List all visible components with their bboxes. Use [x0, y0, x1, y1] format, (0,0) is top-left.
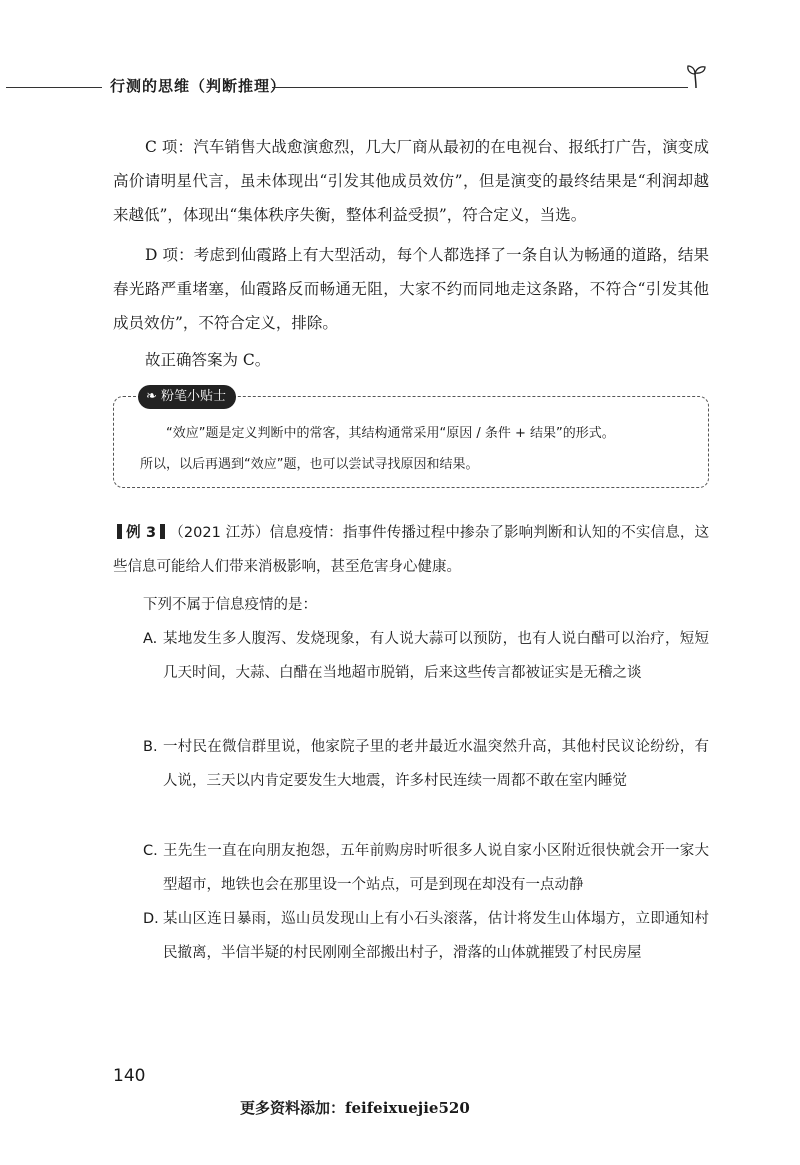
example-source: （2021 江苏）: [169, 525, 270, 541]
question-text: 下列不属于信息疫情的是：: [143, 597, 317, 613]
watermark-text: 更多资料添加：feifeixuejie520: [240, 1099, 470, 1117]
question-line: [113, 588, 709, 622]
answer-text: 故正确答案为 C。: [145, 351, 271, 369]
example-definition-text: 信息疫情：指事件传播过程中掺杂了影响判断和认知的不实信息，这些信息可能给人们带来消极影响，甚至危害身心健康。: [113, 525, 710, 575]
bar-left-icon: [117, 524, 122, 539]
example-label: 例 3: [126, 525, 157, 541]
page-header: [0, 70, 800, 100]
analysis-option-c: [113, 130, 709, 232]
page-number: 140: [113, 1066, 146, 1086]
header-rule-right: [272, 87, 688, 88]
option-b: [143, 730, 709, 798]
sprout-icon: [682, 62, 710, 90]
analysis-option-d-text: D 项：考虑到仙霞路上有大型活动，每个人都选择了一条自认为畅通的道路，结果春光路严重堵塞，仙霞路反而畅通无阻，大家不约而同地走这条路，不符合“引发其他成员效仿”，不符合定义，排除。: [113, 246, 709, 332]
tip-line-1: “效应”题是定义判断中的常客，其结构通常采用“原因 / 条件 + 结果”的形式。: [166, 426, 615, 441]
option-c-text: 王先生一直在向朋友抱怨，五年前购房时听很多人说自家小区附近很快就会开一家大型超市，地铁也会在那里设一个站点，可是到现在却没有一点动静: [163, 843, 709, 893]
tip-line-2: 所以，以后再遇到“效应”题，也可以尝试寻找原因和结果。: [140, 457, 479, 472]
sprout-small-icon: ❧: [146, 389, 157, 404]
option-d-text: 某山区连日暴雨，巡山员发现山上有小石头滚落，估计将发生山体塌方，立即通知村民撤离，半信半疑的村民刚刚全部搬出村子，滑落的山体就摧毁了村民房屋: [163, 911, 709, 961]
option-c-letter: C.: [143, 843, 158, 859]
option-d-letter: D.: [143, 911, 159, 927]
answer-line: [113, 343, 709, 377]
bar-right-icon: [160, 524, 165, 539]
tip-label: 粉笔小贴士: [161, 389, 227, 404]
option-b-text: 一村民在微信群里说，他家院子里的老井最近水温突然升高，其他村民议论纷纷，有人说，三天以内肯定要发生大地震，许多村民连续一周都不敢在室内睡觉: [163, 739, 709, 789]
option-b-letter: B.: [143, 739, 158, 755]
analysis-option-c-text: C 项：汽车销售大战愈演愈烈，几大厂商从最初的在电视台、报纸打广告，演变成高价请明星代言，虽未体现出“引发其他成员效仿”，但是演变的最终结果是“利润却越来越低”，体现出“集体秩序失衡，整体利益受损”，符合定义，当选。: [113, 138, 709, 224]
header-title: 行测的思维（判断推理）: [110, 77, 287, 95]
option-d: [143, 902, 709, 970]
header-rule-left: [6, 87, 102, 88]
option-a: [143, 622, 709, 690]
analysis-option-d: [113, 238, 709, 340]
option-a-text: 某地发生多人腹泻、发烧现象，有人说大蒜可以预防，也有人说白醋可以治疗，短短几天时间，大蒜、白醋在当地超市脱销，后来这些传言都被证实是无稽之谈: [163, 631, 709, 681]
option-a-letter: A.: [143, 631, 158, 647]
option-c: [143, 834, 709, 902]
tip-label-badge: [138, 385, 236, 409]
example-definition: [113, 516, 709, 584]
